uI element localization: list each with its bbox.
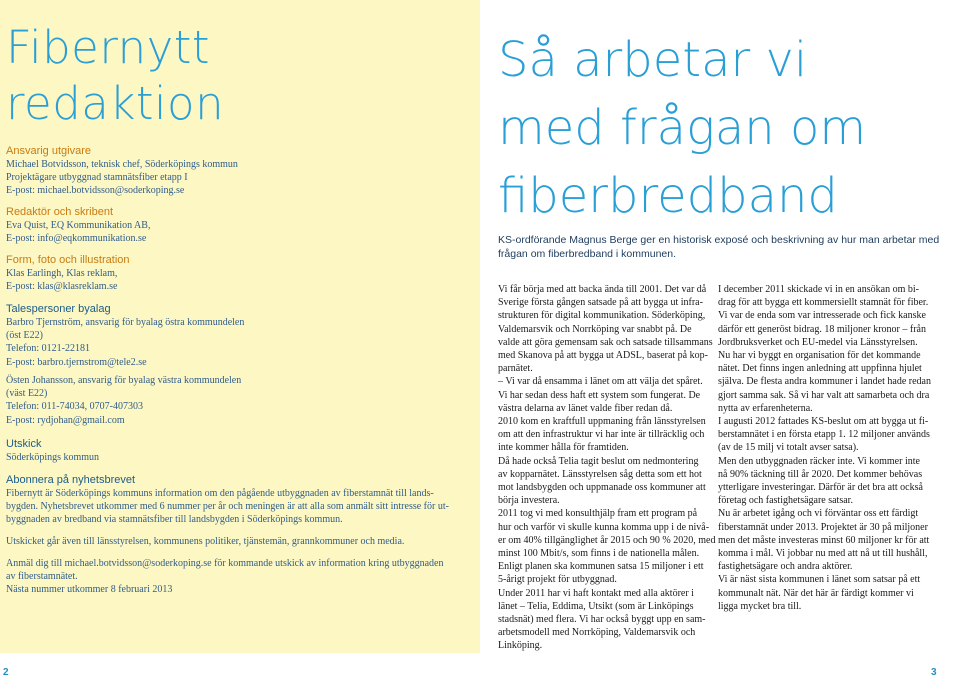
text-line: Barbro Tjernström, ansvarig för byalag östra kommundelen — [6, 317, 245, 328]
article-line: I december 2011 skickade vi in en ansökan om bi- — [718, 284, 919, 295]
article-line: stadsnät) med flera. Vi har också byggt upp en sam- — [498, 614, 706, 626]
article-line: av kopparnätet. Länsstyrelsen såg detta som ett hot — [498, 468, 702, 480]
email-line: E-post: rydjohan@gmail.com — [6, 414, 125, 426]
article-title-line: Så arbetar vi — [498, 32, 808, 88]
text-line: Michael Botvidsson, teknisk chef, Söderköpings kommun — [6, 159, 238, 170]
section-talespersoner-vast — [6, 374, 476, 427]
article-line: Enligt planen ska kommunen satsa 15 miljoner i ett — [498, 561, 704, 573]
article-line: själva. De flesta andra kommuner i landet hade redan — [718, 376, 931, 388]
article-line: minst 100 Mbit/s, som finns i de nationella målen. — [498, 548, 700, 560]
text-line: (öst E22) — [6, 330, 43, 342]
article-line: valde att göra gemensam sak och satsade tillsammans — [498, 336, 713, 348]
section-talespersoner — [6, 302, 476, 369]
email-line: E-post: michael.botvidsson@soderkoping.se — [6, 185, 185, 197]
article-line: 2010 kom en kraftfull uppmaning från länsstyrelsen — [498, 416, 706, 428]
phone-line: Telefon: 011-74034, 0707-407303 — [6, 401, 143, 413]
page-number-left: 2 — [3, 667, 9, 678]
article-title — [498, 26, 866, 230]
ingress-line: KS-ordförande Magnus Berge ger en historisk exposé och beskrivning av hur man arbetar med — [498, 234, 940, 246]
article-line: 2011 tog vi med konsulthjälp fram ett program på — [498, 508, 698, 520]
heading-talespersoner: Talespersoner byalag — [6, 303, 111, 315]
article-line: länet – Telia, Eddima, Utsikt (som är Linköpings — [498, 600, 694, 612]
article-title-line: med frågan om — [498, 100, 867, 156]
article-line: kommunalt nät. När det här är färdigt kommer vi — [718, 587, 914, 599]
article-line: Vi är näst sista kommunen i länet som satsar på ett — [718, 574, 921, 586]
section-utskick — [6, 437, 476, 464]
left-title-line: Fibernytt — [6, 21, 211, 74]
text-line: bygden. Nyhetsbrevet utkommer med 6 nummer per år och meningen är att alla som anmält sitt intresse för ut- — [6, 501, 449, 513]
email-line: E-post: klas@klasreklam.se — [6, 281, 118, 293]
article-line: börja investera. — [498, 495, 560, 507]
article-column-2 — [718, 283, 943, 613]
article-line: Valdemarsvik och Norrköping var snabbt på. De — [498, 323, 692, 335]
text-line: Söderköpings kommun — [6, 452, 100, 463]
text-line: Projektägare utbyggnad stamnätsfiber etapp I — [6, 172, 188, 184]
left-page — [0, 0, 480, 653]
text-line: Utskicket går även till länsstyrelsen, kommunens politiker, tjänstemän, grannkommuner och media. — [6, 536, 405, 547]
article-line: strukturen för digital kommunikation. Söderköping, — [498, 310, 706, 322]
article-line: ligga mycket bra till. — [718, 600, 802, 612]
article-line: Under 2011 har vi haft kontakt med alla aktörer i — [498, 587, 694, 599]
heading-abonnera: Abonnera på nyhetsbrevet — [6, 474, 136, 486]
article-line: – Vi var då ensamma i länet om att välja det spåret. — [498, 376, 703, 388]
text-line: Fibernytt är Söderköpings kommuns information om den pågående utbyggnaden av fiberstamnät till lands- — [6, 488, 434, 499]
article-line: västra delarna av länet valde fiber redan då. — [498, 402, 673, 414]
article-title-line: fiberbredband — [498, 168, 838, 224]
phone-line: Telefon: 0121-22181 — [6, 343, 91, 355]
text-line: Nästa nummer utkommer 8 februari 2013 — [6, 584, 173, 596]
article-line: nå 90% täckning till år 2020. Det kommer behövas — [718, 468, 923, 480]
article-line: hur och varför vi skulle kunna komma upp i de nivå- — [498, 521, 710, 533]
article-line: nytta av erfarenheterna. — [718, 402, 813, 414]
section-abonnera — [6, 473, 476, 527]
article-line: företag och fastighetsägare satsar. — [718, 495, 853, 507]
text-line: Anmäl dig till michael.botvidsson@soderkoping.se för kommande utskick av information kring utbyggnaden — [6, 558, 444, 569]
left-title-line: redaktion — [6, 77, 225, 130]
text-line: av fiberstamnätet. — [6, 571, 78, 583]
heading-form: Form, foto och illustration — [6, 254, 130, 266]
section-ansvarig — [6, 144, 476, 198]
text-line: (väst E22) — [6, 388, 48, 400]
article-line: Vi får börja med att backa ända till 2001. Det var då — [498, 284, 707, 295]
heading-redaktor: Redaktör och skribent — [6, 206, 113, 218]
text-line: Eva Quist, EQ Kommunikation AB, — [6, 220, 151, 231]
text-line: byggnaden av bredband via stamnätsfiber till landsbygden i Söderköpings kommun. — [6, 514, 343, 526]
article-line: ytterligare investeringar. Därför är det bra att också — [718, 482, 923, 494]
article-line: I augusti 2012 fattades KS-beslut om att bygga ut fi- — [718, 416, 929, 428]
text-line: Klas Earlingh, Klas reklam, — [6, 268, 118, 279]
article-ingress — [498, 233, 948, 261]
article-line: Nu är arbetet igång och vi förväntar oss ett färdigt — [718, 508, 919, 520]
page-number-right: 3 — [931, 667, 937, 678]
article-line: Vi var de enda som var intresserade och fick kanske — [718, 310, 926, 322]
heading-utskick: Utskick — [6, 438, 42, 450]
email-line: E-post: barbro.tjernstrom@tele2.se — [6, 356, 147, 368]
article-line: Nu har vi byggt en organisation för det kommande — [718, 350, 921, 362]
page-footer — [0, 653, 960, 697]
article-line: parnätet. — [498, 363, 533, 375]
article-line: Jordbruksverket och EU-medel via Länsstyrelsen. — [718, 336, 918, 348]
article-line: drag för att bygga ett kommersiellt stamnät för fiber. — [718, 297, 929, 309]
section-utskick-info — [6, 535, 476, 548]
article-line: arbetsmodell med Norrköping, Valdemarsvik och — [498, 627, 696, 639]
article-line: med Skanova på att bygga ut ADSL, baserat på kop- — [498, 350, 708, 362]
section-form — [6, 253, 476, 293]
section-anmal — [6, 557, 476, 597]
article-line: om att den infrastruktur vi har inte är tillräcklig och — [498, 429, 705, 441]
section-redaktor — [6, 205, 476, 245]
article-line: er om 40% tillgänglighet år 2015 och 90 % 2020, med — [498, 534, 716, 546]
article-line: Men den utbyggnaden räcker inte. Vi kommer inte — [718, 455, 920, 467]
email-line: E-post: info@eqkommunikation.se — [6, 233, 147, 245]
article-line: (av de 15 milj vi totalt avser satsa). — [718, 442, 859, 454]
article-line: nätet. Det finns ingen anledning att uppfinna hjulet — [718, 363, 922, 375]
article-column-1 — [498, 283, 723, 653]
article-line: fiberstamnät under 2013. Projektet är 30 på miljoner — [718, 521, 928, 533]
article-line: därför ett generöst bidrag. 18 miljoner kronor – från — [718, 323, 926, 335]
article-line: inte kommer hålla för framtiden. — [498, 442, 629, 454]
article-line: Sverige första gången satsade på att bygga ut infra- — [498, 297, 703, 309]
left-page-title — [6, 20, 224, 132]
article-line: Linköping. — [498, 640, 543, 652]
article-line: mot landsbygden och uppmanade oss kommuner att — [498, 482, 706, 494]
heading-ansvarig: Ansvarig utgivare — [6, 145, 91, 157]
article-line: berstamnätet i en första etapp 1. 12 miljoner används — [718, 429, 930, 441]
ingress-line: frågan om fiberbredband i kommunen. — [498, 248, 677, 260]
article-line: men det måste investeras minst 60 miljoner kr för att — [718, 534, 930, 546]
article-line: 5-årigt projekt för utbyggnad. — [498, 574, 617, 586]
article-line: Då hade också Telia tagit beslut om nedmontering — [498, 455, 699, 467]
text-line: Östen Johansson, ansvarig för byalag västra kommundelen — [6, 375, 242, 386]
article-line: komma i mål. Vi jobbar nu med att nå ut till hushåll, — [718, 548, 928, 560]
article-line: fastighetsägare och andra aktörer. — [718, 561, 853, 573]
article-line: Vi har sedan dess haft ett system som fungerat. De — [498, 389, 701, 401]
article-line: gjort samma sak. Så vi har valt att samarbeta och dra — [718, 389, 930, 401]
